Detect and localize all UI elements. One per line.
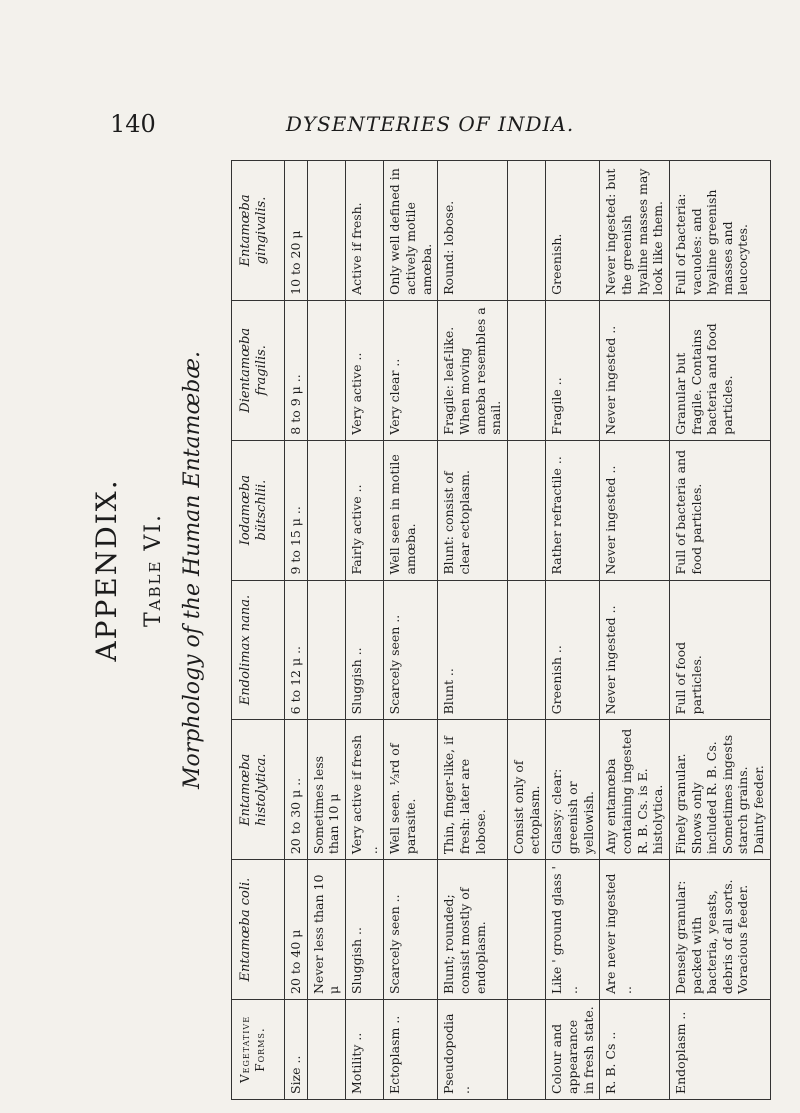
table-cell <box>507 161 545 301</box>
column-header: Iodamœba bütschlii. <box>232 440 285 580</box>
running-head: DYSENTERIES OF INDIA. <box>285 112 575 136</box>
row-feature-label: R. B. Cs .. <box>600 1000 670 1100</box>
table-cell <box>507 580 545 720</box>
table-row <box>285 161 308 1100</box>
table-label: Table VI. <box>141 513 166 628</box>
morphology-table <box>231 160 771 1100</box>
table-cell: Rather refractile .. <box>546 440 600 580</box>
table-cell: Never ingested .. <box>600 580 670 720</box>
table-cell: Sluggish .. <box>346 580 384 720</box>
table-cell: Granular but fragile. Contains bacteria and food particles. <box>669 300 770 440</box>
table-cell: Densely granular: packed with bacteria, yeasts, debris of all sorts. Voracious feeder. <box>669 860 770 1000</box>
table-cell: 20 to 30 μ .. <box>285 720 308 860</box>
corner-header: Vegetative Forms. <box>232 1000 285 1100</box>
table-cell: Blunt: consist of clear ectoplasm. <box>438 440 508 580</box>
table-row <box>384 161 438 1100</box>
table-cell: Very active .. <box>346 300 384 440</box>
table-cell: Fragile .. <box>546 300 600 440</box>
table-cell: Full of bacteria and food particles. <box>669 440 770 580</box>
table-cell <box>307 440 345 580</box>
table-cell: Never ingested: but the greenish hyaline masses may look like them. <box>600 161 670 301</box>
table-body <box>285 161 771 1100</box>
row-feature-label: Endoplasm .. <box>669 1000 770 1100</box>
table-cell: Blunt; rounded; consist mostly of endoplasm. <box>438 860 508 1000</box>
table-row <box>669 161 770 1100</box>
table-row <box>600 161 670 1100</box>
column-header: Entamœba gingivalis. <box>232 161 285 301</box>
row-feature-label <box>507 1000 545 1100</box>
table-cell <box>307 161 345 301</box>
table-row <box>307 161 345 1100</box>
table-row <box>507 161 545 1100</box>
table-cell: Fairly active .. <box>346 440 384 580</box>
column-header: Entamœba coli. <box>232 860 285 1000</box>
table-cell: Finely granular. Shows only included R. B. Cs. Sometimes ingests starch grains. Dainty feeder. <box>669 720 770 860</box>
table-cell: Like ' ground glass ' .. <box>546 860 600 1000</box>
table-frame <box>231 160 771 1100</box>
table-cell: Any entamœba containing ingested R. B. Cs. is E. histolytica. <box>600 720 670 860</box>
row-feature-label <box>307 1000 345 1100</box>
table-cell <box>307 580 345 720</box>
column-header: Dientamœba fragilis. <box>232 300 285 440</box>
row-feature-label: Pseudopodia .. <box>438 1000 508 1100</box>
table-row <box>346 161 384 1100</box>
table-cell: Sometimes less than 10 μ <box>307 720 345 860</box>
row-feature-label: Ectoplasm .. <box>384 1000 438 1100</box>
table-rotated <box>231 160 771 1100</box>
table-cell: Scarcely seen .. <box>384 860 438 1000</box>
table-cell: Sluggish .. <box>346 860 384 1000</box>
table-row <box>438 161 508 1100</box>
table-cell: Glassy: clear: greenish or yellowish. <box>546 720 600 860</box>
table-cell: Round: lobose. <box>438 161 508 301</box>
table-cell <box>507 860 545 1000</box>
table-cell: Full of food particles. <box>669 580 770 720</box>
table-cell: 10 to 20 μ <box>285 161 308 301</box>
table-cell <box>507 440 545 580</box>
table-cell: Active if fresh. <box>346 161 384 301</box>
table-cell: Greenish. <box>546 161 600 301</box>
table-cell: Only well defined in actively motile amœba. <box>384 161 438 301</box>
table-cell: 8 to 9 μ .. <box>285 300 308 440</box>
page-header <box>0 110 800 140</box>
table-cell: Consist only of ectoplasm. <box>507 720 545 860</box>
table-cell: Blunt .. <box>438 580 508 720</box>
appendix-heading: APPENDIX. <box>90 478 123 662</box>
table-row <box>546 161 600 1100</box>
table-cell: Greenish .. <box>546 580 600 720</box>
table-cell: Scarcely seen .. <box>384 580 438 720</box>
table-caption: Morphology of the Human Entamœbæ. <box>180 350 205 790</box>
table-cell: Very active if fresh .. <box>346 720 384 860</box>
table-cell: Are never ingested .. <box>600 860 670 1000</box>
table-header-row <box>232 161 285 1100</box>
column-header: Endolimax nana. <box>232 580 285 720</box>
table-cell <box>307 300 345 440</box>
row-feature-label: Size .. <box>285 1000 308 1100</box>
table-cell: Well seen. ⅓rd of parasite. <box>384 720 438 860</box>
table-cell: Full of bacteria: vacuoles: and hyaline greenish masses and leucocytes. <box>669 161 770 301</box>
table-cell: Fragile: leaf-like. When moving amœba resembles a snail. <box>438 300 508 440</box>
row-feature-label: Motility .. <box>346 1000 384 1100</box>
table-cell: Never less than 10 μ <box>307 860 345 1000</box>
table-cell: Very clear .. <box>384 300 438 440</box>
table-cell: Well seen in motile amœba. <box>384 440 438 580</box>
table-cell: Never ingested .. <box>600 440 670 580</box>
table-cell: 9 to 15 μ .. <box>285 440 308 580</box>
table-cell: Thin, finger-like, if fresh: later are lobose. <box>438 720 508 860</box>
page-number: 140 <box>110 110 156 138</box>
table-cell: Never ingested .. <box>600 300 670 440</box>
column-header: Entamœba histolytica. <box>232 720 285 860</box>
table-cell <box>507 300 545 440</box>
row-feature-label: Colour and appearance in fresh state. <box>546 1000 600 1100</box>
table-cell: 20 to 40 μ <box>285 860 308 1000</box>
table-cell: 6 to 12 μ .. <box>285 580 308 720</box>
